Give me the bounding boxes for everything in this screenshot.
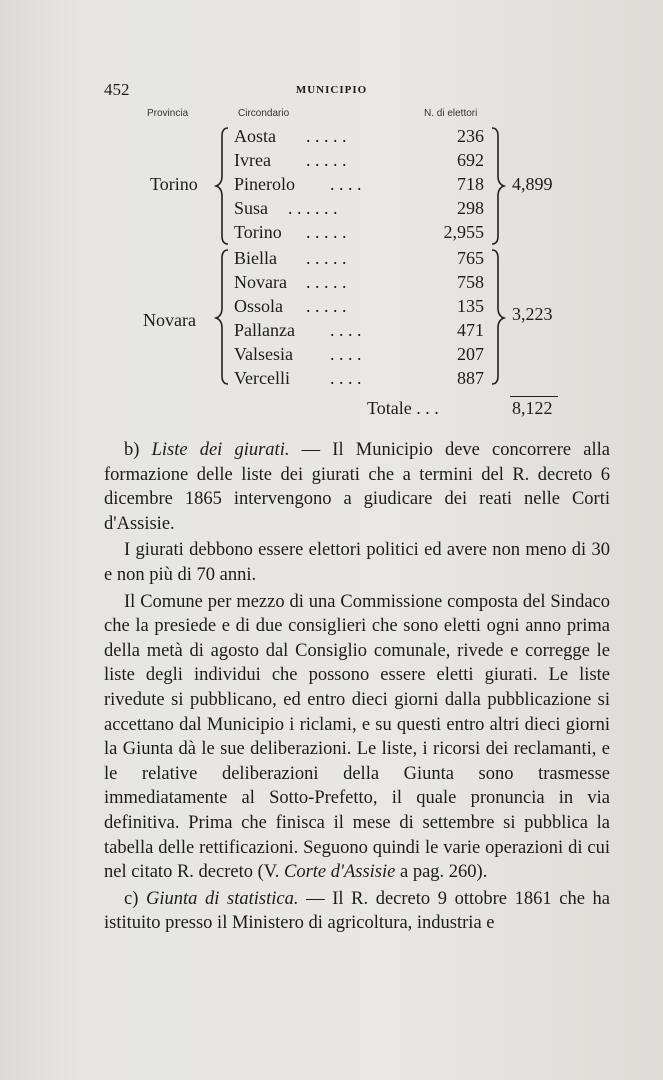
section-marker: c) bbox=[124, 888, 139, 909]
row-value: 236 bbox=[457, 126, 484, 146]
row-dots: . . . . . bbox=[306, 272, 347, 292]
paragraph-text: Il Comune per mezzo di una Commissione composta del Sindaco che la presiede e di due consiglieri che sono eletti ogni anno prima della metà di agosto dal Consiglio comunale, rivede e corregge le liste degli individui che possono essere eletti giurati. Le liste rivedute si pubblicano, ed entro dieci giorni dalla pubblicazione si accettano dal Municipio i riclami, e su questi entro altri dieci giorni la Giunta dà le sue deliberazioni. Le liste, i ricorsi dei reclamanti, e le relative deliberazioni della Giunta sono trasmesse immediatamente al Sotto-Prefetto, il quale pronuncia in via definitiva. Prima che finisca il mese di settembre si pubblica la tabella delle rettificazioni. Seguono quindi le varie operazioni di cui nel citato R. decreto (V. bbox=[104, 591, 610, 883]
row-name: Ossola bbox=[234, 296, 283, 316]
total-rule bbox=[510, 396, 558, 397]
row-dots: . . . . . . bbox=[288, 198, 338, 218]
row-name: Torino bbox=[234, 222, 282, 242]
row-dots: . . . . . bbox=[306, 296, 347, 316]
row-value: 135 bbox=[457, 296, 484, 316]
row-value: 692 bbox=[457, 150, 484, 170]
row-value: 758 bbox=[457, 272, 484, 292]
row-dots: . . . . bbox=[330, 174, 362, 194]
row-dots: . . . . . bbox=[306, 150, 347, 170]
row-name: Novara bbox=[234, 272, 287, 292]
paragraph-commissione bbox=[104, 590, 610, 885]
row-name: Ivrea bbox=[234, 150, 271, 170]
row-dots: . . . . . bbox=[306, 126, 347, 146]
section-title: Giunta di statistica. bbox=[146, 888, 299, 909]
right-brace-torino bbox=[490, 126, 506, 246]
subtotal-novara: 3,223 bbox=[512, 304, 553, 324]
left-brace-torino bbox=[214, 126, 230, 246]
row-name: Pallanza bbox=[234, 320, 295, 340]
page-number: 452 bbox=[104, 80, 130, 99]
row-value: 718 bbox=[457, 174, 484, 194]
row-name: Pinerolo bbox=[234, 174, 295, 194]
row-value: 298 bbox=[457, 198, 484, 218]
paragraph-giunta-statistica bbox=[104, 887, 610, 936]
row-value: 207 bbox=[457, 344, 484, 364]
subtotal-torino: 4,899 bbox=[512, 174, 553, 194]
paragraph-text: a pag. 260). bbox=[395, 862, 488, 883]
row-name: Valsesia bbox=[234, 344, 293, 364]
body-text bbox=[104, 438, 610, 938]
column-header-elettori: N. di elettori bbox=[424, 108, 478, 119]
running-head: MUNICIPIO bbox=[295, 84, 368, 96]
cross-reference: Corte d'Assisie bbox=[283, 862, 396, 883]
province-torino: Torino bbox=[150, 174, 198, 194]
row-dots: . . . . bbox=[330, 320, 362, 340]
row-name: Biella bbox=[234, 248, 277, 268]
paragraph-text: — Il Municipio deve concorrere alla formazione delle liste dei giurati che a termini del R. decreto 6 dicembre 1865 intervengono a giudicare dei reati nelle Corti d'Assisie. bbox=[104, 440, 610, 534]
row-dots: . . . . bbox=[330, 344, 362, 364]
column-header-provincia: Provincia bbox=[147, 108, 189, 119]
row-name: Aosta bbox=[234, 126, 276, 146]
right-brace-novara bbox=[490, 248, 506, 386]
row-value: 471 bbox=[457, 320, 484, 340]
section-marker: b) bbox=[124, 440, 140, 460]
row-name: Vercelli bbox=[234, 368, 290, 388]
row-dots: . . . . . bbox=[306, 222, 347, 242]
row-value: 2,955 bbox=[443, 222, 484, 242]
row-dots: . . . . . bbox=[306, 248, 347, 268]
left-brace-novara bbox=[214, 248, 230, 386]
row-dots: . . . . bbox=[330, 368, 362, 388]
column-header-circondario: Circondario bbox=[238, 108, 290, 119]
row-value: 765 bbox=[457, 248, 484, 268]
row-name: Susa bbox=[234, 198, 269, 218]
paragraph-liste-giurati bbox=[104, 438, 610, 536]
paragraph-requisiti: I giurati debbono essere elettori politici ed avere non meno di 30 e non più di 70 anni. bbox=[104, 540, 610, 585]
section-title: Liste dei giurati. bbox=[151, 440, 290, 460]
row-value: 887 bbox=[457, 368, 484, 388]
total-value: 8,122 bbox=[512, 398, 553, 418]
province-novara: Novara bbox=[143, 310, 196, 330]
total-label: Totale . . . bbox=[367, 398, 439, 418]
paragraph-text: — Il R. decreto 9 ottobre 1861 che ha istituito presso il Ministero di agricoltura, industria e bbox=[104, 888, 611, 934]
